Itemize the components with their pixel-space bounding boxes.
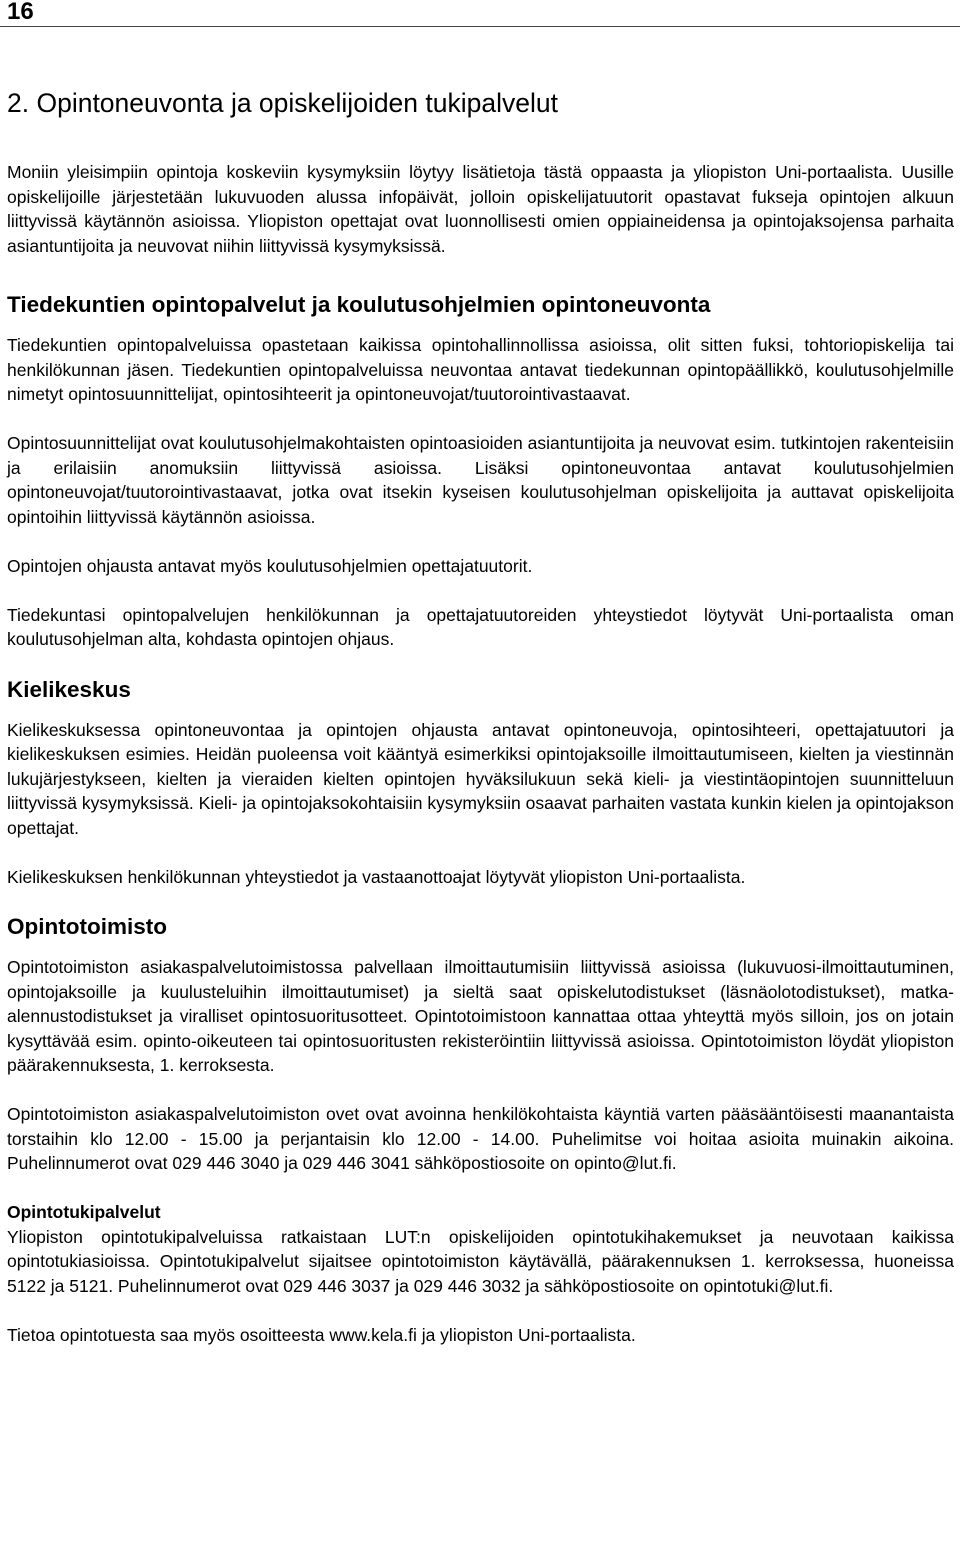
language-centre-paragraph: Kielikeskuksen henkilökunnan yhteystiedot ja vastaanottoajat löytyvät yliopiston Uni-portaalista. [7,866,746,887]
faculty-paragraph: Opintosuunnittelijat ovat koulutusohjelmakohtaisten opintoasioiden asiantuntijoita ja neuvovat esim. tutkintojen rakenteisiin ja erilaisiin anomuksiin liittyvissä asioissa. Lisäksi opintoneuvontaa antavat koulutusohjelmien opintoneuvojat/tuutorointivastaavat, jotka ovat itsekin kyseisen koulutusohjelman opiskelijoita ja auttavat opiskelijoita opintoihin liittyvissä käytännön asioissa. [7,433,954,527]
section-heading-study-support: Opintotukipalvelut [7,1202,161,1222]
intro-paragraph: Moniin yleisimpiin opintoja koskeviin kysymyksiin löytyy lisätietoja tästä oppaasta ja yliopiston Uni-portaalista. Uusille opiskelijoille järjestetään lukuvuoden alussa infopäivät, jolloin opiskelijatuutorit opastavat fukseja opintojen alkuun liittyvissä käytännön asioissa. Yliopiston opettajat ovat luonnollisesti omien oppiaineidensa ja opintojaksojensa parhaita asiantuntijoita ja neuvovat niihin liittyvissä kysymyksissä. [7,162,954,256]
language-centre-paragraph: Kielikeskuksessa opintoneuvontaa ja opintojen ohjausta antavat opintoneuvoja, opintosihteeri, opettajatuutori ja kielikeskuksen esimies. Heidän puoleensa voit kääntyä esimerkiksi opintojaksoille ilmoittautumiseen, kielten ja viestinnän lukujärjestykseen, kielten ja vieraiden kielten opintojen hyväksilukuun sekä kieli- ja viestintäopintojen suunnitteluun liittyvissä kysymyksissä. Kieli- ja opintojaksokohtaisiin kysymyksiin osaavat parhaiten vastata kunkin kielen ja opintojakson opettajat. [7,719,954,838]
section-heading-language-centre: Kielikeskus [7,676,131,702]
page-number: 16 [7,0,34,25]
study-office-paragraph: Opintotoimiston asiakaspalvelutoimistossa palvellaan ilmoittautumisiin liittyvissä asioissa (lukuvuosi-ilmoittautuminen, opintojaksoille ja kuulusteluihin ilmoittautumiset) ja sieltä saat opiskelutodistukset (läsnäolotodistukset), matka-alennustodistukset ja viralliset opintosuoritusotteet. Opintotoimistoon kannattaa ottaa yhteyttä myös silloin, jos on jotain kysyttävää esim. opinto-oikeuteen tai opintosuoritusten rekisteröintiin liittyvissä asioissa. Opintotoimiston löydät yliopiston päärakennuksesta, 1. kerroksesta. [7,957,954,1075]
study-support-paragraph: Yliopiston opintotukipalveluissa ratkaistaan LUT:n opiskelijoiden opintotukihakemukset ja neuvotaan kaikissa opintotukiasioissa. Opintotukipalvelut sijaitsee opintotoimiston käytävällä, päärakennuksen 1. kerroksessa, huoneissa 5122 ja 5121. Puhelinnumerot ovat 029 446 3037 ja 029 446 3032 ja sähköpostiosoite on opintotuki@lut.fi. [7,1226,954,1296]
study-office-paragraph: Opintotoimiston asiakaspalvelutoimiston ovet ovat avoinna henkilökohtaista käyntiä varten pääsääntöisesti maanantaista torstaihin klo 12.00 - 15.00 ja perjantaisin klo 12.00 - 14.00. Puhelimitse voi hoitaa asioita muinakin aikoina. Puhelinnumerot ovat 029 446 3040 ja 029 446 3041 sähköpostiosoite on opinto@lut.fi. [7,1104,954,1173]
faculty-paragraph: Tiedekuntien opintopalveluissa opastetaan kaikissa opintohallinnollissa asioissa, olit sitten fuksi, tohtoriopiskelija tai henkilökunnan jäsen. Tiedekuntien opintopalveluissa neuvontaa antavat tiedekunnan opintopäällikkö, koulutusohjelmille nimetyt opintosuunnittelijat, opintosihteerit ja opintoneuvojat/tuutorointivastaavat. [7,335,954,404]
section-heading-faculty: Tiedekuntien opintopalvelut ja koulutusohjelmien opintoneuvonta [7,292,711,317]
page-content [7,87,954,1347]
section-heading-study-office: Opintotoimisto [7,914,167,939]
study-support-paragraph: Tietoa opintotuesta saa myös osoitteesta www.kela.fi ja yliopiston Uni-portaalista. [7,1324,636,1345]
header-rule [0,26,960,27]
chapter-title: 2. Opintoneuvonta ja opiskelijoiden tukipalvelut [7,88,558,118]
faculty-paragraph: Tiedekuntasi opintopalvelujen henkilökunnan ja opettajatuutoreiden yhteystiedot löytyvät Uni-portaalista oman koulutusohjelman alta, kohdasta opintojen ohjaus. [7,604,954,649]
faculty-paragraph: Opintojen ohjausta antavat myös koulutusohjelmien opettajatuutorit. [7,555,533,576]
